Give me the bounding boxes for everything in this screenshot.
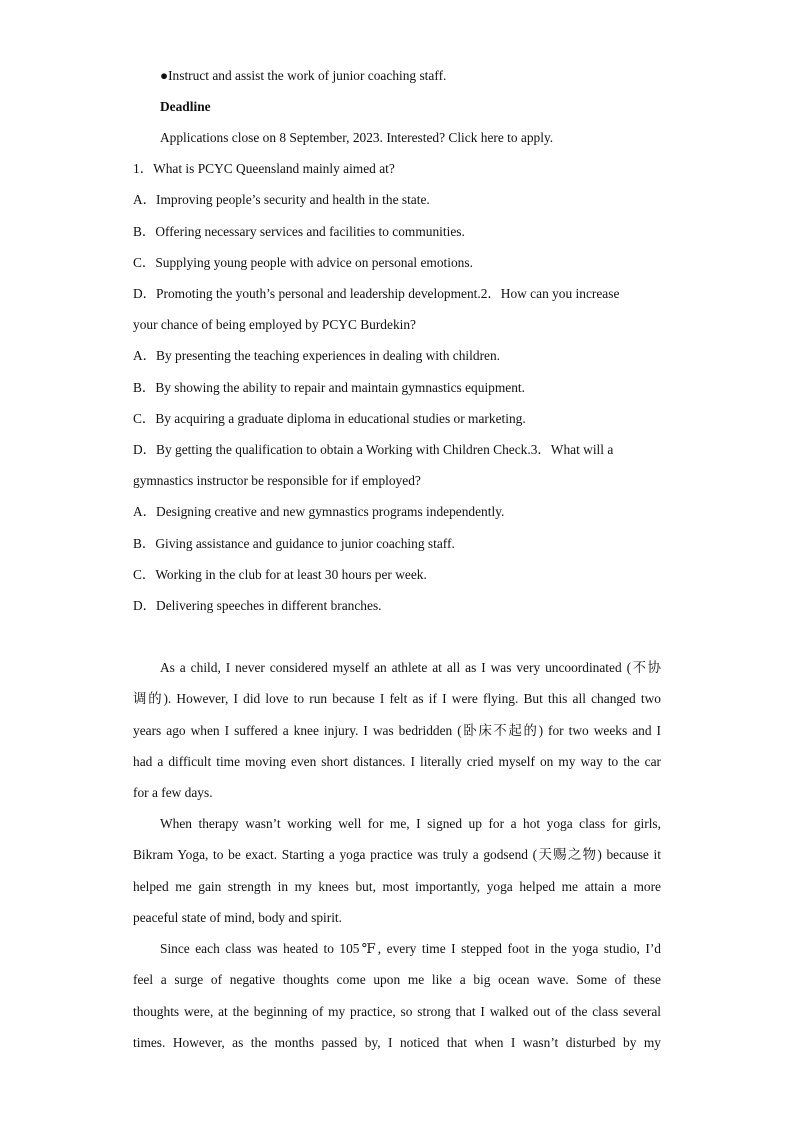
question-3-stem-continued: gymnastics instructor be responsible for if employed? xyxy=(133,473,421,488)
deadline-heading: Deadline xyxy=(160,99,211,114)
passage-p3-line-4: times. However, as the months passed by, I noticed that when I wasn’t disturbed by my xyxy=(133,1035,661,1050)
passage-p3-line-2: feel a surge of negative thoughts come upon me like a big ocean wave. Some of these xyxy=(133,972,661,987)
question-2-option-b: B．By showing the ability to repair and maintain gymnastics equipment. xyxy=(133,380,525,395)
passage-p1-line-1: As a child, I never considered myself an athlete at all as I was very uncoordinated (不协 xyxy=(160,660,661,675)
question-1-option-c: C．Supplying young people with advice on personal emotions. xyxy=(133,255,473,270)
bullet-duty-line: ●Instruct and assist the work of junior coaching staff. xyxy=(160,68,447,83)
passage-p3-line-1: Since each class was heated to 105℉, every time I stepped foot in the yoga studio, I’d xyxy=(160,941,661,956)
question-2-option-c: C．By acquiring a graduate diploma in educational studies or marketing. xyxy=(133,411,526,426)
passage-p2-line-4: peaceful state of mind, body and spirit. xyxy=(133,910,342,925)
question-1-option-a: A．Improving people’s security and health in the state. xyxy=(133,192,430,207)
deadline-text: Applications close on 8 September, 2023. Interested? Click here to apply. xyxy=(160,130,554,145)
passage-p2-line-2: Bikram Yoga, to be exact. Starting a yoga practice was truly a godsend (天赐之物) because it xyxy=(133,847,661,862)
passage-p3-line-3: thoughts were, at the beginning of my practice, so strong that I walked out of the class several xyxy=(133,1004,661,1019)
passage-p1-line-5: for a few days. xyxy=(133,785,213,800)
passage-p2-line-3: helped me gain strength in my knees but, most importantly, yoga helped me attain a more xyxy=(133,879,661,894)
question-1-option-b: B．Offering necessary services and facilities to communities. xyxy=(133,224,465,239)
passage-p2-line-1: When therapy wasn’t working well for me, I signed up for a hot yoga class for girls, xyxy=(160,816,661,831)
passage-p1-line-4: had a difficult time moving even short distances. I literally cried myself on my way to the car xyxy=(133,754,661,769)
question-3-option-a: A．Designing creative and new gymnastics programs independently. xyxy=(133,504,505,519)
question-2-stem-continued: your chance of being employed by PCYC Burdekin? xyxy=(133,317,417,332)
passage-p1-line-3: years ago when I suffered a knee injury. I was bedridden (卧床不起的) for two weeks and I xyxy=(133,723,661,738)
question-1-option-d-question-2-stem: D．Promoting the youth’s personal and leadership development.2．How can you increase xyxy=(133,286,620,301)
question-2-option-a: A．By presenting the teaching experiences in dealing with children. xyxy=(133,348,501,363)
question-1-stem: 1．What is PCYC Queensland mainly aimed at? xyxy=(133,161,395,176)
question-3-option-b: B．Giving assistance and guidance to junior coaching staff. xyxy=(133,536,455,551)
question-3-option-c: C．Working in the club for at least 30 hours per week. xyxy=(133,567,427,582)
question-3-option-d: D．Delivering speeches in different branches. xyxy=(133,598,382,613)
question-2-option-d-question-3-stem: D．By getting the qualification to obtain a Working with Children Check.3．What will a xyxy=(133,442,614,457)
passage-p1-line-2: 调的). However, I did love to run because I felt as if I were flying. But this all changed two xyxy=(133,691,661,706)
